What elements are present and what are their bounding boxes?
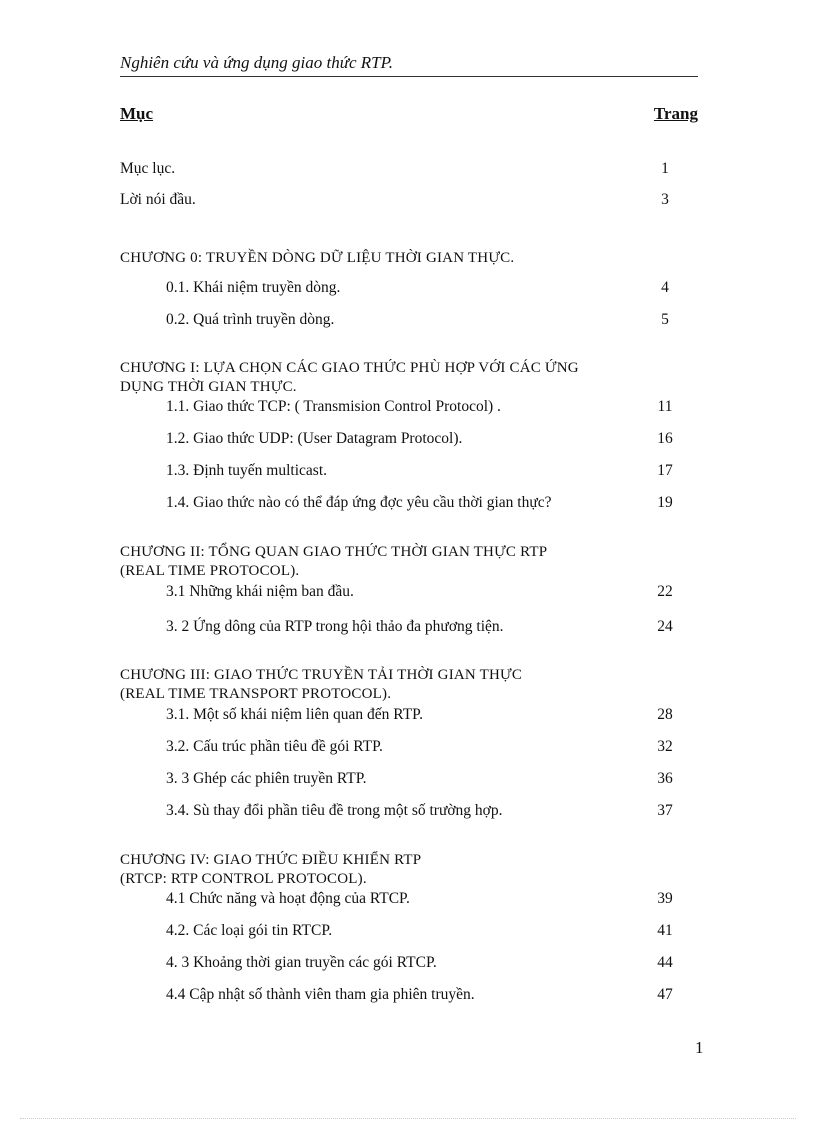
- toc-entry-label: 4. 3 Khoảng thời gian truyền các gói RTCP.: [166, 954, 437, 971]
- toc-entry-label: 3.4. Sù thay đổi phần tiêu đề trong một số trường hợp.: [166, 802, 503, 819]
- toc-entry-page: 3: [661, 191, 669, 208]
- chapter-title-line: CHƯƠNG IV: GIAO THỨC ĐIỀU KHIỂN RTP: [120, 852, 422, 868]
- toc-entry-page: 36: [657, 770, 673, 787]
- page-number: 1: [695, 1038, 704, 1057]
- column-heading-section: Mục: [120, 104, 154, 123]
- toc-entry-label: 4.2. Các loại gói tin RTCP.: [166, 922, 333, 939]
- running-header: Nghiên cứu và ứng dụng giao thức RTP.: [120, 53, 698, 77]
- column-heading-page: Trang: [653, 104, 698, 123]
- toc-entry-label: 3.2. Cấu trúc phần tiêu đề gói RTP.: [166, 738, 383, 755]
- toc-entry-label: 0.2. Quá trình truyền dòng.: [166, 311, 335, 328]
- chapter-title-line: CHƯƠNG 0: TRUYỀN DÒNG DỮ LIỆU THỜI GIAN THỰC.: [120, 250, 515, 266]
- toc-entry-page: 5: [661, 311, 669, 328]
- chapter-title-line: CHƯƠNG I: LỰA CHỌN CÁC GIAO THỨC PHÙ HỢP VỚI CÁC ỨNG: [120, 360, 579, 376]
- toc-entry-label: 1.3. Định tuyến multicast.: [166, 462, 328, 479]
- chapter-title-line: (RTCP: RTP CONTROL PROTOCOL).: [120, 871, 367, 887]
- toc-entry-label: 3. 2 Ứng dông của RTP trong hội thảo đa phương tiện.: [166, 618, 504, 635]
- chapter-title: [120, 543, 660, 581]
- chapter-title: [120, 359, 660, 397]
- chapter-title-line: (REAL TIME PROTOCOL).: [120, 563, 300, 579]
- toc-entry-label: 3.1 Những khái niệm ban đầu.: [166, 583, 354, 600]
- chapter-title-line: DỤNG THỜI GIAN THỰC.: [120, 379, 297, 395]
- toc-entry-page: 16: [657, 430, 673, 447]
- toc-entry-page: 4: [661, 279, 669, 296]
- chapter-title-line: CHƯƠNG III: GIAO THỨC TRUYỀN TẢI THỜI GIAN THỰC: [120, 667, 523, 683]
- toc-entry-label: 1.1. Giao thức TCP: ( Transmision Control Protocol) .: [166, 398, 501, 415]
- toc-entry-label: 3.1. Một số khái niệm liên quan đến RTP.: [166, 706, 423, 723]
- toc-entry-page: 24: [657, 618, 673, 635]
- toc-entry-page: 17: [657, 462, 673, 479]
- toc-entry-label: 1.4. Giao thức nào có thể đáp ứng đợc yêu cầu thời gian thực?: [166, 494, 552, 511]
- toc-entry-label: 1.2. Giao thức UDP: (User Datagram Protocol).: [166, 430, 463, 447]
- toc-entry-page: 1: [661, 160, 669, 177]
- chapter-title-line: CHƯƠNG II: TỔNG QUAN GIAO THỨC THỜI GIAN THỰC RTP: [120, 544, 548, 560]
- chapter-title: [120, 249, 660, 268]
- toc-entry-page: 39: [657, 890, 673, 907]
- chapter-title-line: (REAL TIME TRANSPORT PROTOCOL).: [120, 686, 392, 702]
- page-bottom-divider: [20, 1118, 796, 1119]
- toc-entry-page: 37: [657, 802, 673, 819]
- toc-entry-page: 22: [657, 583, 673, 600]
- toc-entry-page: 44: [657, 954, 673, 971]
- toc-entry-page: 28: [657, 706, 673, 723]
- toc-entry-page: 19: [657, 494, 673, 511]
- chapter-title: [120, 851, 660, 889]
- toc-entry-label: 0.1. Khái niệm truyền dòng.: [166, 279, 341, 296]
- toc-entry-page: 32: [657, 738, 673, 755]
- toc-entry-page: 41: [657, 922, 673, 939]
- toc-entry-label: 4.1 Chức năng và hoạt động của RTCP.: [166, 890, 410, 907]
- toc-entry-label: 3. 3 Ghép các phiên truyền RTP.: [166, 770, 367, 787]
- toc-entry-label: Mục lục.: [120, 160, 176, 177]
- toc-entry-page: 11: [657, 398, 673, 415]
- toc-entry-page: 47: [657, 986, 673, 1003]
- toc-entry-label: 4.4 Cập nhật số thành viên tham gia phiên truyền.: [166, 986, 475, 1003]
- toc-entry-label: Lời nói đầu.: [120, 191, 196, 208]
- chapter-title: [120, 666, 660, 704]
